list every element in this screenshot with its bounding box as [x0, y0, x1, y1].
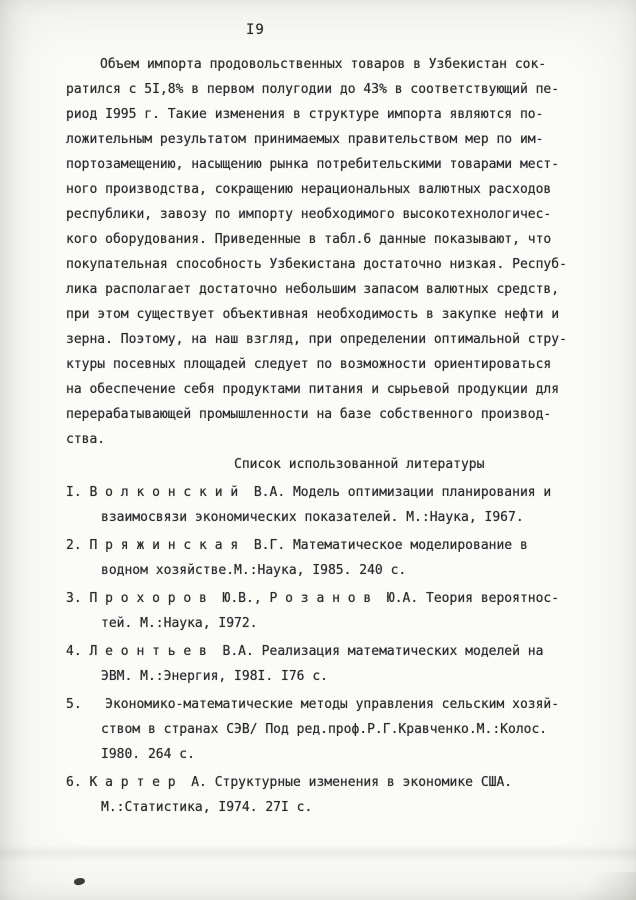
paragraph-line: портозамещению, насыщению рынка потребительскими товарами мест-	[66, 157, 560, 172]
bibliography-line: ством в странах СЭВ/ Под ред.проф.Р.Г.Кравченко.М.:Колос.	[101, 722, 548, 737]
bibliography-line: 5. Экономико-математические методы управления сельским хозяй-	[66, 697, 560, 712]
paragraph-line: риод I995 г. Такие изменения в структуре импорта являются по-	[66, 107, 544, 122]
paragraph-line: ного производства, сокращению нерациональных валютных расходов	[66, 182, 552, 197]
paragraph-line: Объем импорта продовольственных товаров в Узбекистан сок-	[100, 57, 547, 72]
scan-smudge	[0, 844, 636, 862]
paragraph-line: лика располагает достаточно небольшим запасом валютных средств,	[66, 282, 560, 297]
paragraph-line: ктуры посевных площадей следует по возможности ориентироваться	[66, 357, 552, 372]
paragraph-line: кого оборудования. Приведенные в табл.6 данные показывают, что	[66, 232, 552, 247]
bibliography-line: 6. К а р т е р А. Структурные изменения в экономике США.	[66, 775, 513, 790]
bibliography-entry	[66, 480, 559, 530]
paragraph-line: ства.	[66, 432, 106, 447]
bibliography-line: взаимосвязи экономических показателей. М.:Наука, I967.	[101, 510, 524, 525]
bibliography-entry	[66, 639, 559, 689]
bibliography-line: I. В о л к о н с к и й В.А. Модель оптимизации планирования и	[66, 485, 552, 500]
paragraph-line: перерабатывающей промышленности на базе собственного производ-	[66, 407, 552, 422]
page-number: I9	[246, 22, 265, 38]
bibliography-entry	[66, 770, 559, 820]
bibliography-heading: Список использованной литературы	[234, 457, 485, 472]
bibliography-line: водном хозяйстве.М.:Наука, I985. 240 с.	[101, 563, 407, 578]
bibliography-line: I980. 264 с.	[101, 747, 195, 762]
paragraph-line: зерна. Поэтому, на наш взгляд, при определении оптимальной стру-	[66, 332, 567, 347]
bibliography-line: 3. П р о х о р о в Ю.В., Р о з а н о в Ю.А. Теория вероятнос-	[66, 591, 560, 606]
paragraph-line: при этом существует объективная необходимость в закупке нефти и	[66, 307, 560, 322]
paragraph-line: ратился с 5I,8% в первом полугодии до 43% в соответствующий пе-	[66, 82, 560, 97]
bibliography-line: 4. Л е о н т ь е в В.А. Реализация математических моделей на	[66, 644, 544, 659]
scan-ink-speck	[73, 877, 85, 886]
bibliography-list	[66, 480, 559, 823]
bibliography-line: ЭВМ. М.:Энергия, I98I. I76 с.	[101, 669, 328, 684]
paragraph-line: покупательная способность Узбекистана достаточно низкая. Респуб-	[66, 257, 567, 272]
bibliography-entry	[66, 692, 559, 767]
bibliography-line: 2. П р я ж и н с к а я В.Г. Математическое моделирование в	[66, 538, 528, 553]
paragraph-line: на обеспечение себя продуктами питания и сырьевой продукции для	[66, 382, 560, 397]
paragraph-line: республики, завозу по импорту необходимого высокотехнологичес-	[66, 207, 552, 222]
bibliography-entry	[66, 533, 559, 583]
bibliography-line: тей. М.:Наука, I972.	[101, 616, 258, 631]
scan-corner-shadow	[556, 872, 636, 900]
paragraph-line: ложительным результатом принимаемых правительством мер по им-	[66, 132, 544, 147]
bibliography-entry	[66, 586, 559, 636]
body-paragraph	[66, 52, 567, 452]
bibliography-line: М.:Статистика, I974. 27I с.	[101, 800, 313, 815]
